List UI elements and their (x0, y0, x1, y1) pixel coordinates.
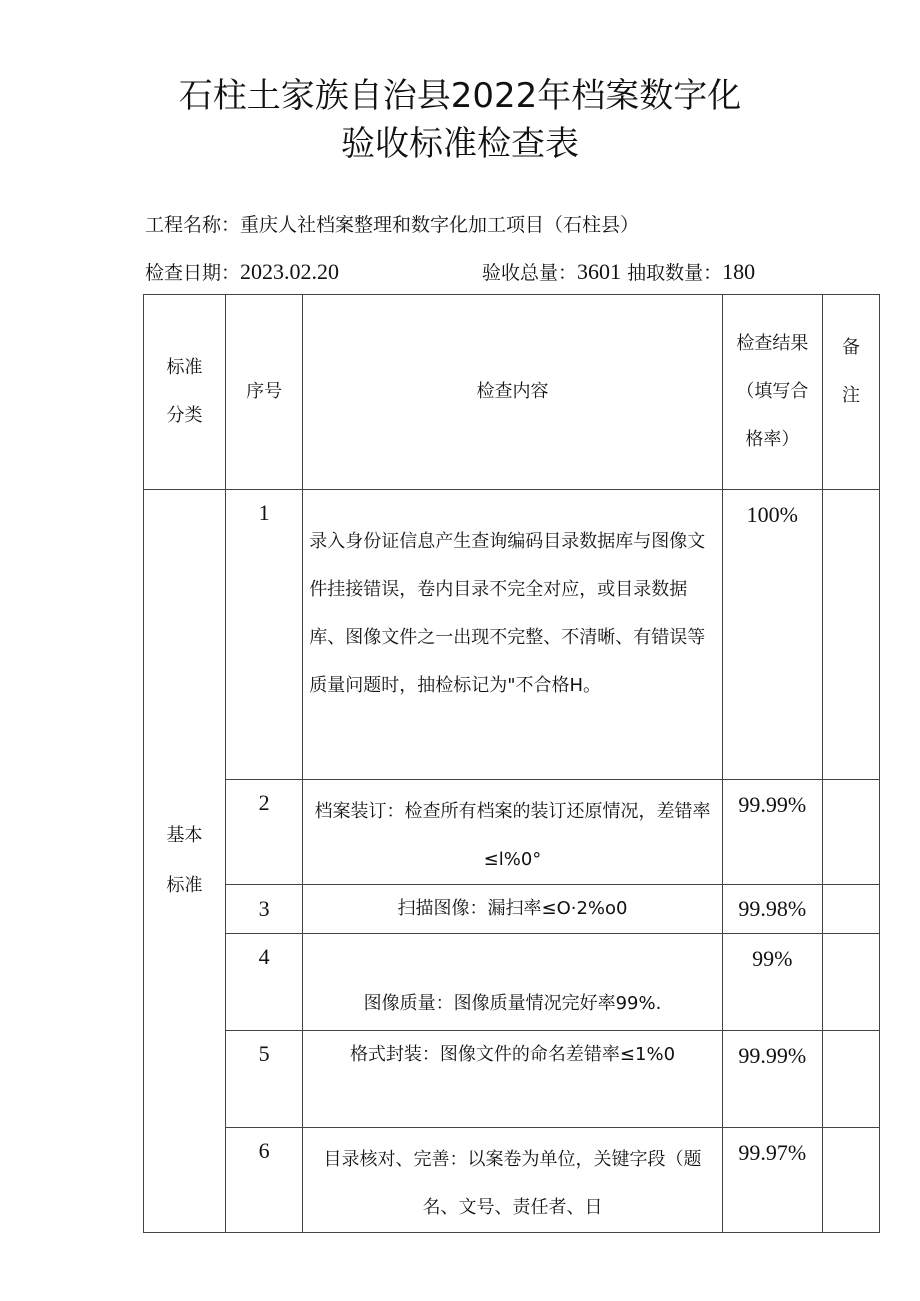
project-value: 重庆人社档案整理和数字化加工项目（石柱县） (240, 214, 640, 236)
row-result: 99.97% (722, 1128, 822, 1233)
header-category: 标准分类 (144, 295, 226, 490)
row-content: 格式封装：图像文件的命名差错率≤1%0 (303, 1031, 723, 1128)
row-result: 99% (722, 934, 822, 1031)
date-label: 检查日期： (145, 262, 241, 284)
header-note: 备注 (822, 295, 879, 490)
row-note (822, 885, 879, 934)
row-number: 2 (226, 780, 303, 885)
total-value: 3601 (577, 259, 622, 284)
row-note (822, 490, 879, 780)
header-number: 序号 (226, 295, 303, 490)
row-content: 图像质量：图像质量情况完好率99%. (303, 934, 723, 1031)
project-label: 工程名称： (145, 214, 241, 236)
row-note (822, 934, 879, 1031)
table-row (144, 885, 880, 934)
title-line-2: 验收标准检查表 (341, 124, 579, 164)
row-result: 99.99% (722, 780, 822, 885)
table-row (144, 1128, 880, 1233)
row-number: 3 (226, 885, 303, 934)
date-value: 2023.02.20 (240, 259, 340, 284)
row-content: 档案装订：检查所有档案的装订还原情况，差错率≤l%0° (303, 780, 723, 885)
row-note (822, 1128, 879, 1233)
row-note (822, 1031, 879, 1128)
sample-label: 抽取数量： (627, 262, 723, 284)
row-number: 1 (226, 490, 303, 780)
table-row (144, 780, 880, 885)
quantity-line (482, 258, 755, 285)
row-content: 录入身份证信息产生查询编码目录数据库与图像文件挂接错误，卷内目录不完全对应，或目录数据库、图像文件之一出现不完整、不清晰、有错误等质量问题时，抽检标记为"不合格H。 (303, 490, 723, 780)
sample-value: 180 (722, 259, 756, 284)
table-row (144, 1031, 880, 1128)
inspection-table (143, 294, 880, 1233)
title-line-1: 石柱土家族自治县2022年档案数字化 (178, 76, 742, 116)
table-row (144, 934, 880, 1031)
header-content: 检查内容 (303, 295, 723, 490)
header-result: 检查结果（填写合格率） (722, 295, 822, 490)
row-result: 100% (722, 490, 822, 780)
table-row (144, 490, 880, 780)
row-content: 目录核对、完善：以案卷为单位，关键字段（题名、文号、责任者、日 (303, 1128, 723, 1233)
document-title (0, 72, 920, 168)
inspection-date-line (145, 258, 339, 285)
table-header-row (144, 295, 880, 490)
category-cell: 基本标准 (144, 490, 226, 1233)
row-result: 99.99% (722, 1031, 822, 1128)
row-number: 5 (226, 1031, 303, 1128)
row-content: 扫描图像：漏扫率≤O·2%o0 (303, 885, 723, 934)
row-number: 4 (226, 934, 303, 1031)
project-name-line (145, 210, 639, 237)
row-number: 6 (226, 1128, 303, 1233)
total-label: 验收总量： (482, 262, 578, 284)
row-result: 99.98% (722, 885, 822, 934)
row-note (822, 780, 879, 885)
